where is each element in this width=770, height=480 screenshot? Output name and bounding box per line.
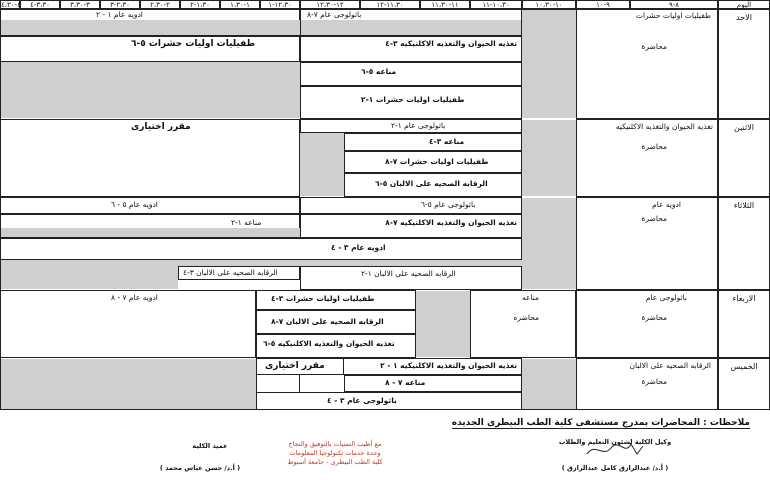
mon-row3-label: طفيليات اوليات حشرات ٧-٨ [385, 157, 489, 166]
dean-title: عميد الكليه [192, 442, 228, 450]
mon-lecture-cell [576, 119, 718, 197]
tue-row1-mid-label: باثولوجى عام ٥-٦ [421, 200, 476, 209]
vice-dean-title: وكيل الكلية لشئون التعليم والطلاب [558, 438, 672, 446]
header-time-7: ١٢-١٢،٣٠ [300, 0, 360, 9]
header-time-6: ١١،٣٠-١٢ [360, 0, 420, 9]
sun-row2-mid [300, 36, 522, 62]
sun-row4 [300, 86, 522, 119]
day-sunday: الاحد [718, 9, 770, 119]
wish-line-1: مع أطيب التمنيات بالتوفيق والنجاح [288, 440, 382, 448]
wed-lecture-type: محاضرة [641, 313, 667, 322]
tue-row4-left-label: الرقابه الصحيه على الالبان ٣-٤ [183, 268, 278, 277]
mon-row1-mid [300, 119, 522, 133]
mon-lecture-type: محاضرة [641, 142, 667, 151]
thu-break-shade [522, 359, 576, 409]
sun-row4-label: طفيليات اوليات حشرات ١-٢ [361, 95, 465, 104]
sun-row2-mid-label: تغذيه الحيوان والتغذيه الاكلنيكيه ٣-٤ [385, 39, 517, 48]
vice-dean-name: ( أ.د/ عبدالرازق كامل عبدالرازق ) [561, 464, 669, 472]
mon-row3 [344, 151, 522, 173]
header-time-5: ١١-١١،٣٠ [420, 0, 470, 9]
tue-row4-mid-label: الرقابه الصحيه على الالبان ١-٢ [361, 269, 456, 278]
header-time-1: ٨-٩ [630, 0, 718, 9]
header-time-14: ٣،٣٠-٤ [20, 0, 60, 9]
tue-row2-mid-label: تغذيه الحيوان والتغذيه الاكلنيكيه ٧-٨ [385, 218, 517, 227]
sun-lecture-title: طفيليات اوليات حشرات [635, 11, 711, 20]
wed-row3-label: تغذيه الحيوان والتغذيه الاكلنيكيه ٥-٦ [263, 339, 395, 348]
thu-elective-label: مقرر اختيارى [265, 361, 325, 371]
header-time-12: ٢،٣٠-٣ [100, 0, 140, 9]
header-time-8: ١٢،٣٠-١ [260, 0, 300, 9]
wed-row2-label: الرقابه الصحيه على الالبان ٧-٨ [271, 317, 384, 326]
tue-lecture-type: محاضرة [641, 214, 667, 223]
thu-row1-mid-label: تغذيه الحيوان والتغذيه الاكلنيكيه ١ - ٢ [380, 361, 517, 370]
thu-lecture-cell [576, 358, 718, 410]
tue-row3 [0, 238, 522, 260]
mon-row2-label: مناعه ٣-٤ [429, 137, 465, 146]
sun-row3 [300, 62, 522, 86]
sun-break-shade [522, 10, 576, 118]
header-time-9: ١-١،٣٠ [220, 0, 260, 9]
mon-break-shade [522, 120, 576, 196]
sun-row1-shade [1, 20, 300, 35]
mon-row1-mid-label: باثولوجى عام ١-٢ [391, 121, 446, 130]
header-time-13: ٣-٣،٣٠ [60, 0, 100, 9]
tue-row3-label: ادويه عام ٣ - ٤ [331, 243, 386, 252]
wed-row2 [256, 310, 416, 334]
tue-lecture-cell [576, 197, 718, 290]
sun-left-shade [1, 62, 300, 118]
wed-break-shade [416, 291, 470, 357]
notes-line: ملاحظات : المحاضرات بمدرج مستشفى كلية الطب البيطرى الجديده [451, 418, 750, 428]
header-time-4: ١٠،٣٠-١١ [470, 0, 522, 9]
dean-name: ( أ.د/ حسن عباس محمد ) [159, 464, 241, 472]
wed-row3 [256, 334, 416, 358]
wed-row1-mid-label: طفيليات اوليات حشرات ٣-٤ [271, 294, 375, 303]
header-time-11: ٢-٢،٣٠ [140, 0, 180, 9]
mon-elective-label: مقرر اختيارى [131, 122, 191, 132]
sun-row2-left [0, 36, 300, 62]
mon-mid-shade [300, 133, 344, 196]
wed-lecture2-type: محاضره [513, 313, 539, 322]
tue-row1-left [0, 197, 300, 214]
day-thursday: الخميس [718, 358, 770, 410]
tue-row1-left-label: ادويه عام ٥ - ٦ [111, 200, 158, 209]
sun-row3-label: مناعه ٥-٦ [361, 67, 397, 76]
tue-row2-mid [300, 214, 522, 238]
wish-line-3: كلية الطب البيطرى - جامعة أسيوط [287, 458, 383, 466]
tue-row1-mid [300, 197, 522, 214]
sun-lecture-type: محاضرة [641, 42, 667, 51]
thu-elective-box [256, 358, 344, 375]
thu-lecture-type: محاضرة [641, 377, 667, 386]
mon-row4-label: الرقابه الصحيه على الالبان ٥-٦ [375, 179, 488, 188]
wed-lecture-title: باثولوجى عام [645, 293, 687, 302]
header-time-15: ٤-٤،٣٠ [1, 1, 21, 9]
sun-row1-left-label: ادويه عام ١ - ٢ [96, 10, 143, 19]
mon-lecture-title: تغذيه الحيوان والتغذيه الاكلنيكيه [615, 122, 713, 131]
sun-lecture-cell [576, 9, 718, 119]
tue-row4-left [178, 266, 300, 280]
tue-row2-left-shade [1, 228, 300, 237]
day-wednesday: الاربعاء [718, 290, 770, 358]
wed-lecture2-title: مناعه [521, 293, 539, 302]
tue-row2-left-label: مناعه ١-٢ [231, 218, 262, 227]
tue-left-shade [1, 266, 178, 289]
day-tuesday: الثلاثاء [718, 197, 770, 290]
thu-left-shade [1, 359, 256, 409]
signature-icon [585, 440, 645, 460]
sun-row1-mid-label: باثولوجى عام ٧-٨ [307, 10, 362, 19]
tue-row4-mid [300, 266, 522, 290]
header-time-2: ٩-١٠ [576, 0, 630, 9]
wed-row1-left-label: ادويه عام ٧ - ٨ [111, 293, 158, 302]
tue-lecture-title: ادويه عام [652, 200, 681, 209]
thu-row2-label: مناعه ٧ - ٨ [385, 378, 426, 387]
day-monday: الاثنين [718, 119, 770, 197]
sun-row2-left-label: طفيليات اوليات حشرات ٥-٦ [131, 39, 256, 49]
sun-row1b-shade [301, 20, 521, 35]
tue-break-shade [522, 198, 576, 289]
header-time-10: ١،٣٠-٢ [180, 0, 220, 9]
wed-row1-left [0, 290, 256, 358]
wed-lecture-cell [576, 290, 718, 358]
wed-row1-mid [256, 290, 416, 310]
mon-row4 [344, 173, 522, 197]
wish-line-2: وحدة خدمات تكنولوجيا المعلومات [289, 449, 381, 457]
thu-lecture-title: الرقابه الصحيه على الالبان [629, 361, 711, 370]
header-day-label: اليوم [718, 0, 770, 9]
thu-row2 [344, 375, 522, 392]
thu-row3-label: باثولوجى عام ٣ - ٤ [327, 396, 397, 405]
header-time-3: ١٠-١٠،٣٠ [522, 0, 576, 9]
thu-row3 [256, 392, 522, 410]
mon-elective-cell [0, 119, 300, 197]
wed-lecture2-cell [470, 290, 576, 358]
mon-row2 [344, 133, 522, 151]
